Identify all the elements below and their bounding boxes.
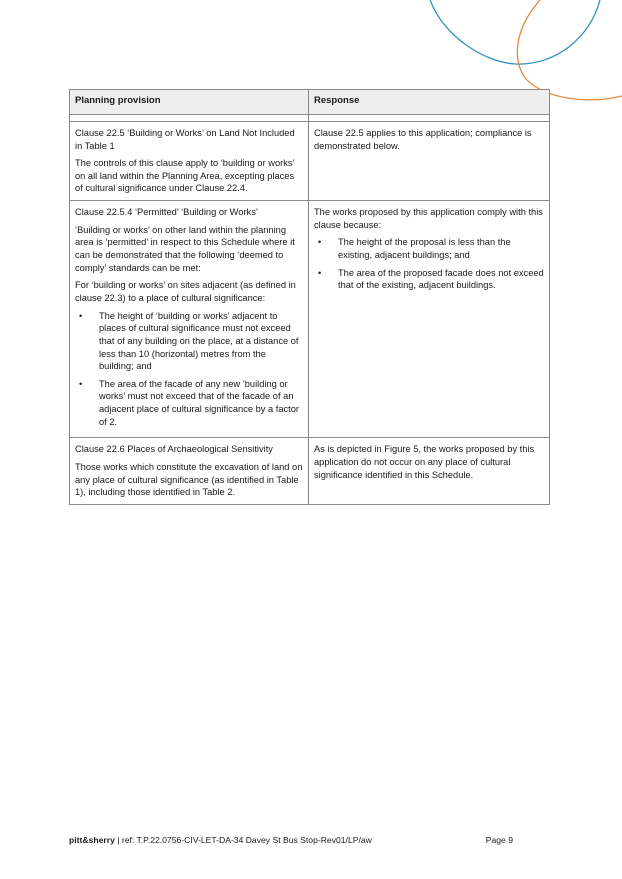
response-cell [309,438,550,505]
blue-arc [430,0,600,64]
response-text: The works proposed by this application comply with this clause because: [314,207,543,230]
list-item [75,310,303,373]
page-footer [69,835,519,845]
clause-title: Clause 22.5 ‘Building or Works’ on Land Not Included in Table 1 [75,127,295,151]
bullet-icon: • [318,267,322,278]
table-header-row [70,90,550,115]
column-header-provision: Planning provision [70,90,309,115]
orange-arc [517,0,622,100]
response-text: As is depicted in Figure 5, the works proposed by this application do not occur on any place of cultural significance identified in this Schedule. [314,444,535,480]
clause-text: Those works which constitute the excavation of land on any place of cultural significance (as identified in Table 1), including those identified in Table 2. [75,462,303,498]
bullet-icon: • [318,237,322,248]
provision-cell [70,201,309,438]
clause-text: For ‘building or works’ on sites adjacent (as defined in clause 22.3) to a place of cultural significance: [75,280,296,303]
bullet-text: The area of the proposed facade does not exceed that of the existing, adjacent buildings. [338,267,544,291]
list-item [314,267,544,292]
clause-text: The controls of this clause apply to ‘building or works’ on all land within the Planning Area, excepting places of cultural significance under Clause 22.4. [75,158,295,194]
bullet-text: The height of the proposal is less than the existing, adjacent buildings; and [338,237,511,261]
provision-cell [70,438,309,505]
clause-title: Clause 22.6 Places of Archaeological Sensitivity [75,444,273,455]
bullet-text: The height of ‘building or works’ adjacent to places of cultural significance must not exceed that of any building on the place, at a distance of less than 10 (horizontal) metres from the building; and [99,310,299,372]
document-reference: | ref: T.P.22.0756-CIV-LET-DA-34 Davey St Bus Stop-Rev01/LP/aw [114,835,372,845]
table-row [70,121,550,200]
response-cell [309,201,550,438]
page-number: Page 9 [485,835,513,845]
list-item [314,236,544,261]
clause-text: ‘Building or works’ on other land within the planning area is ‘permitted’ in respect to this Schedule where it can be demonstrated that the following ‘deemed to comply’ standards can be met: [75,224,295,273]
provision-bullet-list [75,310,303,429]
provision-cell [70,121,309,200]
response-text: Clause 22.5 applies to this application; compliance is demonstrated below. [314,127,532,151]
response-bullet-list [314,236,544,292]
clause-title: Clause 22.5.4 ‘Permitted’ ‘Building or Works’ [75,207,258,218]
bullet-text: The area of the facade of any new ‘building or works’ must not exceed that of the facade of an adjacent place of cultural significance by a factor of 2. [99,378,299,427]
table-row [70,201,550,438]
bullet-icon: • [79,310,83,321]
table-row [70,438,550,505]
planning-provisions-table [69,89,550,505]
spacer-row [70,114,550,121]
response-cell [309,121,550,200]
bullet-icon: • [79,378,83,389]
company-brand: pitt&sherry [69,835,115,845]
list-item [75,378,303,429]
column-header-response: Response [309,90,550,115]
